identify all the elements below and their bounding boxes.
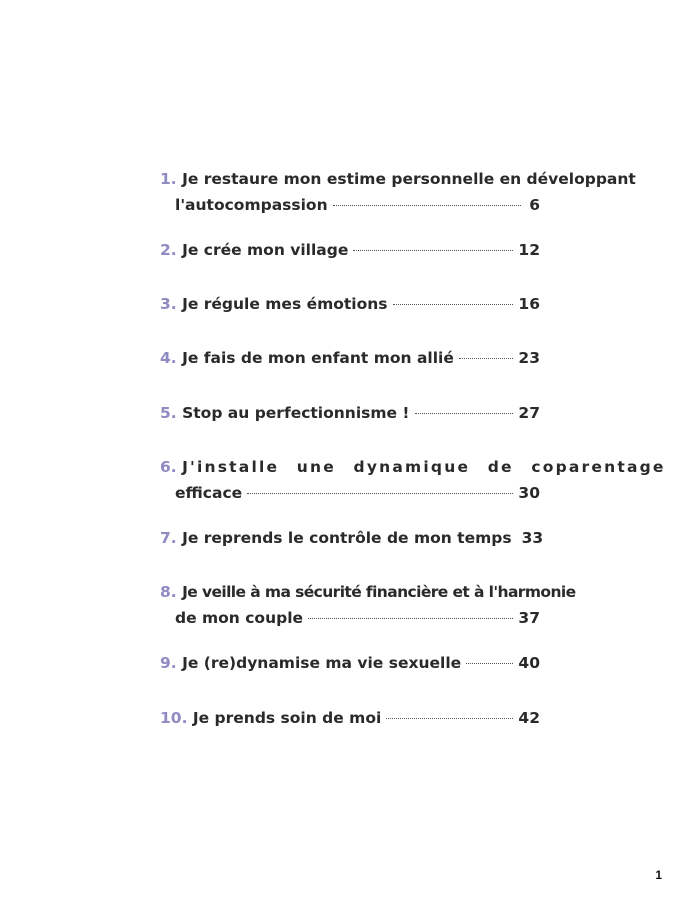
toc-number: 6. xyxy=(160,458,177,476)
toc-entry-7[interactable] xyxy=(160,525,544,551)
toc-entry-last-line xyxy=(160,291,540,317)
toc-number: 1. xyxy=(160,170,177,188)
toc-entry-8[interactable] xyxy=(160,579,576,631)
toc-title-line: Je (re)dynamise ma vie sexuelle xyxy=(182,654,462,672)
dot-leader xyxy=(353,250,513,251)
toc-entry-last-line xyxy=(160,345,540,371)
toc-page-number: 23 xyxy=(518,349,540,367)
toc-entry-1[interactable] xyxy=(160,166,636,218)
toc-title-line: efficace xyxy=(175,484,243,502)
toc-page-number: 6 xyxy=(529,196,540,214)
toc-entry-5[interactable] xyxy=(160,400,540,426)
toc-entry-last-line xyxy=(160,480,540,506)
toc-entry-last-line xyxy=(160,400,540,426)
toc-number: 7. xyxy=(160,529,177,547)
toc-entry-4[interactable] xyxy=(160,345,540,371)
toc-page-number: 27 xyxy=(518,404,540,422)
toc-page-number: 42 xyxy=(518,709,540,727)
dot-leader xyxy=(308,618,513,619)
toc-entry-6[interactable] xyxy=(160,454,666,506)
toc-title-line: l'autocompassion xyxy=(175,196,328,214)
toc-entry-last-line xyxy=(160,605,540,631)
toc-number: 3. xyxy=(160,295,177,313)
dot-leader xyxy=(386,718,513,719)
toc-page-number: 33 xyxy=(521,529,544,547)
toc-number: 2. xyxy=(160,241,177,259)
toc-number: 10. xyxy=(160,709,188,727)
toc-entry-last-line xyxy=(160,705,540,731)
dot-leader xyxy=(247,493,513,494)
toc-entry-first-line xyxy=(160,454,666,480)
dot-leader xyxy=(393,304,514,305)
toc-entry-9[interactable] xyxy=(160,650,540,676)
toc-page-number: 12 xyxy=(518,241,540,259)
toc-number: 8. xyxy=(160,583,177,601)
page-number: 1 xyxy=(655,868,662,882)
toc-title-line: Je crée mon village xyxy=(182,241,349,259)
toc-page-number: 37 xyxy=(518,609,540,627)
toc-entry-last-line xyxy=(160,525,544,551)
toc-page-number: 30 xyxy=(518,484,540,502)
toc-title-line: Je fais de mon enfant mon allié xyxy=(182,349,454,367)
toc-entry-3[interactable] xyxy=(160,291,540,317)
toc-entry-last-line xyxy=(160,192,540,218)
toc-title-line: de mon couple xyxy=(175,609,304,627)
dot-leader xyxy=(459,358,514,359)
toc-title-line: Je restaure mon estime personnelle en développant xyxy=(182,170,636,188)
toc-entry-first-line xyxy=(160,166,636,192)
toc-title-line: Je régule mes émotions xyxy=(182,295,388,313)
toc-title-line: Stop au perfectionnisme ! xyxy=(182,404,410,422)
toc-page-number: 16 xyxy=(518,295,540,313)
dot-leader xyxy=(415,413,514,414)
dot-leader xyxy=(466,663,513,664)
toc-title-line: Je veille à ma sécurité financière et à l'harmonie xyxy=(182,583,576,601)
toc-entry-10[interactable] xyxy=(160,705,540,731)
toc-entry-first-line xyxy=(160,579,576,605)
toc-title-line: Je prends soin de moi xyxy=(192,709,382,727)
toc-entry-last-line xyxy=(160,237,540,263)
toc-entry-last-line xyxy=(160,650,540,676)
toc-number: 9. xyxy=(160,654,177,672)
dot-leader xyxy=(333,205,521,206)
toc-title-line: Je reprends le contrôle de mon temps xyxy=(182,529,512,547)
toc-title-line: J'installe une dynamique de coparentage xyxy=(182,458,666,476)
toc-number: 4. xyxy=(160,349,177,367)
toc-entry-2[interactable] xyxy=(160,237,540,263)
toc-page-number: 40 xyxy=(518,654,540,672)
toc-number: 5. xyxy=(160,404,177,422)
